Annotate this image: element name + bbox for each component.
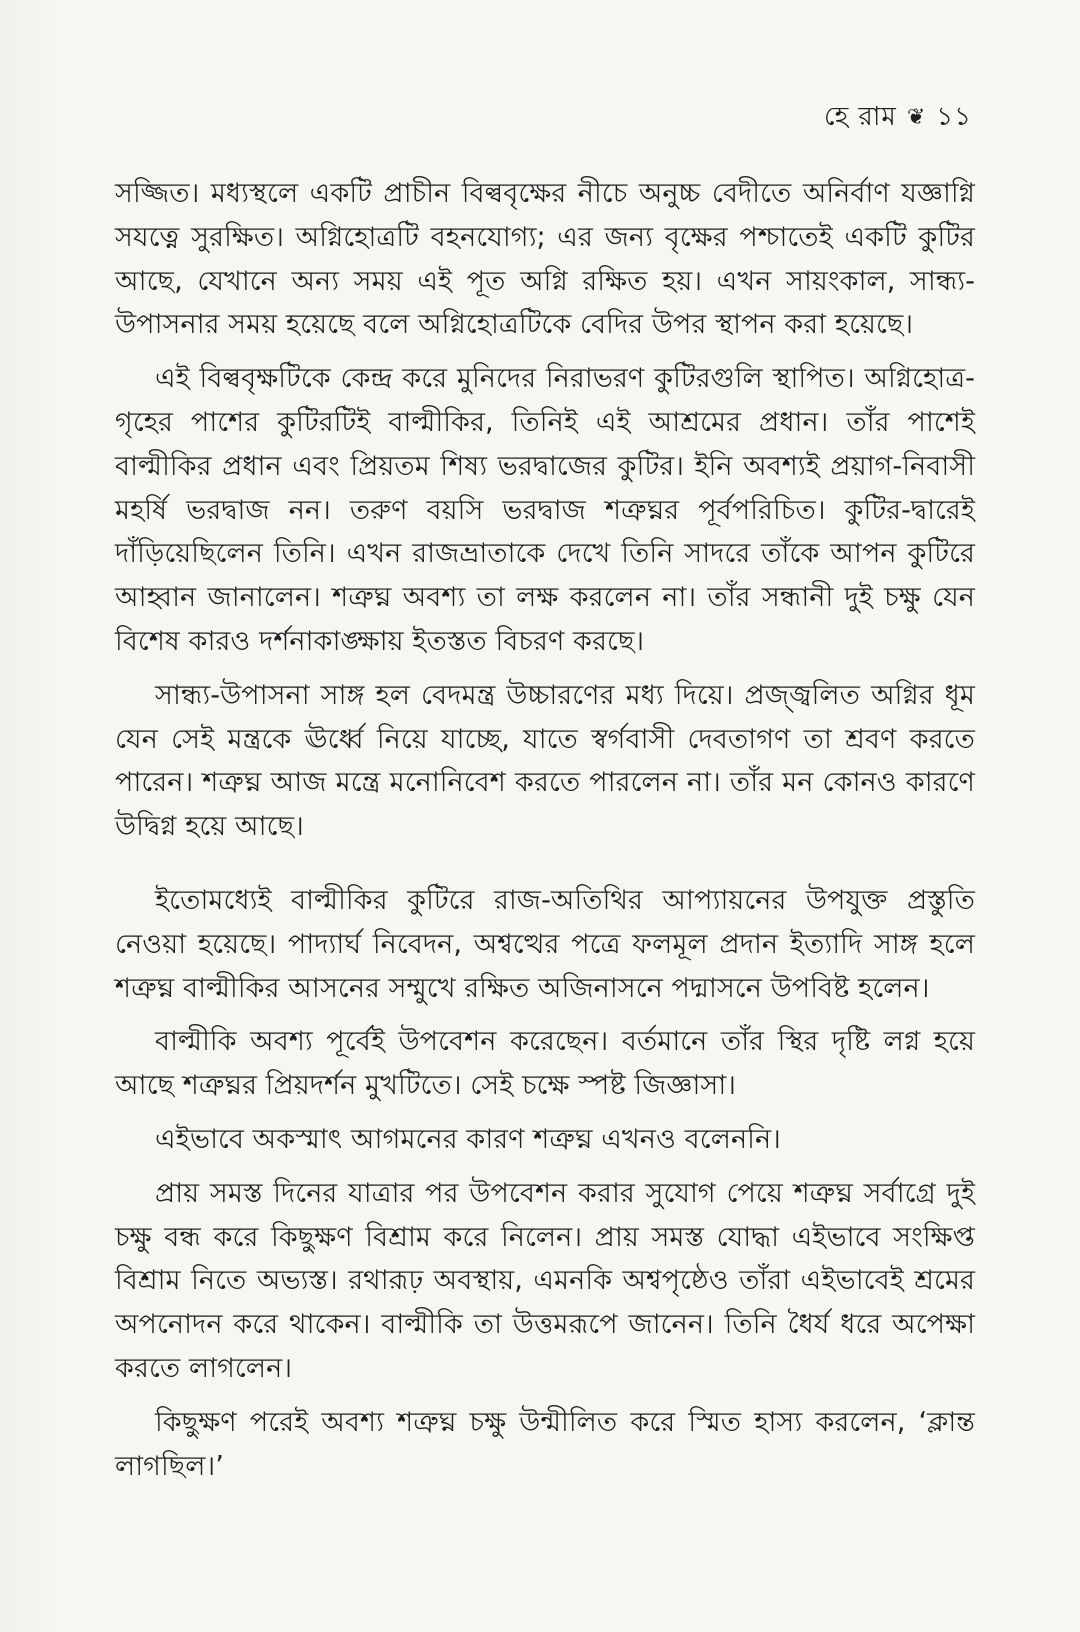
running-head	[824, 96, 972, 140]
paragraph-2: এই বিল্ববৃক্ষটিকে কেন্দ্র করে মুনিদের নিরাভরণ কুটিরগুলি স্থাপিত। অগ্নিহোত্র-গৃহের পাশের কুটিরটিই বাল্মীকির, তিনিই এই আশ্রমের প্রধান। তাঁর পাশেই বাল্মীকির প্রধান এবং প্রিয়তম শিষ্য ভরদ্বাজের কুটির। ইনি অবশ্যই প্রয়াগ-নিবাসী মহর্ষি ভরদ্বাজ নন। তরুণ বয়সি ভরদ্বাজ শত্রুঘ্নর পূর্বপরিচিত। কুটির-দ্বারেই দাঁড়িয়েছিলেন তিনি। এখন রাজভ্রাতাকে দেখে তিনি সাদরে তাঁকে আপন কুটিরে আহ্বান জানালেন। শত্রুঘ্ন অবশ্য তা লক্ষ করলেন না। তাঁর সন্ধানী দুই চক্ষু যেন বিশেষ কারও দর্শনাকাঙ্ক্ষায় ইতস্তত বিচরণ করছে।	[115, 363, 975, 657]
paragraph-4: ইতোমধ্যেই বাল্মীকির কুটিরে রাজ-অতিথির আপ্যায়নের উপযুক্ত প্রস্তুতি নেওয়া হয়েছে। পাদ্যার্ঘ নিবেদন, অশ্বত্থের পত্রে ফলমূল প্রদান ইত্যাদি সাঙ্গ হলে শত্রুঘ্ন বাল্মীকির আসনের সম্মুখে রক্ষিত অজিনাসনে পদ্মাসনে উপবিষ্ট হলেন।	[115, 884, 975, 1004]
paragraph-7: প্রায় সমস্ত দিনের যাত্রার পর উপবেশন করার সুযোগ পেয়ে শত্রুঘ্ন সর্বাগ্রে দুই চক্ষু বন্ধ করে কিছুক্ষণ বিশ্রাম করে নিলেন। প্রায় সমস্ত যোদ্ধা এইভাবে সংক্ষিপ্ত বিশ্রাম নিতে অভ্যস্ত। রথারূঢ় অবস্থায়, এমনকি অশ্বপৃষ্ঠেও তাঁরা এইভাবেই শ্রমের অপনোদন করে থাকেন। বাল্মীকি তা উত্তমরূপে জানেন। তিনি ধৈর্য ধরে অপেক্ষা করতে লাগলেন।	[115, 1177, 975, 1384]
paragraph-3: সান্ধ্য-উপাসনা সাঙ্গ হল বেদমন্ত্র উচ্চারণের মধ্য দিয়ে। প্রজ্জ্বলিত অগ্নির ধূম যেন সেই মন্ত্রকে ঊর্ধ্বে নিয়ে যাচ্ছে, যাতে স্বর্গবাসী দেবতাগণ তা শ্রবণ করতে পারেন। শত্রুঘ্ন আজ মন্ত্রে মনোনিবেশ করতে পারলেন না। তাঁর মন কোনও কারণে উদ্বিগ্ন হয়ে আছে।	[115, 679, 975, 843]
running-head-title: হে রাম	[824, 102, 897, 132]
paragraph-1: সজ্জিত। মধ্যস্থলে একটি প্রাচীন বিল্ববৃক্ষের নীচে অনুচ্চ বেদীতে অনির্বাণ যজ্ঞাগ্নি সযত্নে সুরক্ষিত। অগ্নিহোত্রটি বহনযোগ্য; এর জন্য বৃক্ষের পশ্চাতেই একটি কুটির আছে, যেখানে অন্য সময় এই পূত অগ্নি রক্ষিত হয়। এখন সায়ংকাল, সান্ধ্য-উপাসনার সময় হয়েছে বলে অগ্নিহোত্রটিকে বেদির উপর স্থাপন করা হয়েছে।	[115, 178, 975, 341]
paragraph-8: কিছুক্ষণ পরেই অবশ্য শত্রুঘ্ন চক্ষু উন্মীলিত করে স্মিত হাস্য করলেন, ‘ক্লান্ত লাগছিল।’	[115, 1406, 975, 1482]
paragraph-5: বাল্মীকি অবশ্য পূর্বেই উপবেশন করেছেন। বর্তমানে তাঁর স্থির দৃষ্টি লগ্ন হয়ে আছে শত্রুঘ্নর প্রিয়দর্শন মুখটিতে। সেই চক্ষে স্পষ্ট জিজ্ঞাসা।	[115, 1026, 975, 1102]
body-text	[115, 172, 975, 1488]
page-number: ১১	[936, 102, 972, 132]
leaf-ornament-icon: ❦	[906, 104, 927, 130]
paragraph-6: এইভাবে অকস্মাৎ আগমনের কারণ শত্রুঘ্ন এখনও বলেননি।	[155, 1123, 781, 1155]
